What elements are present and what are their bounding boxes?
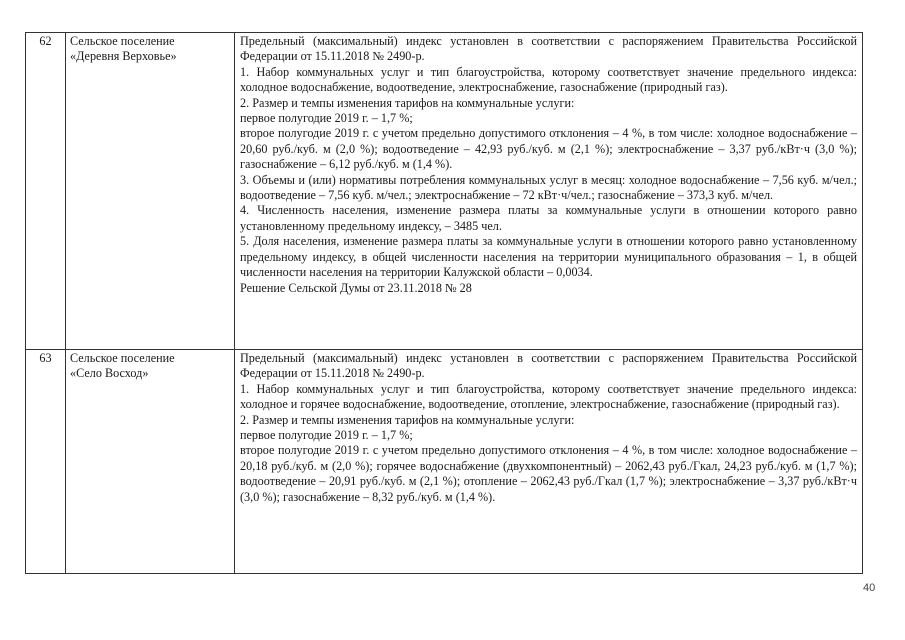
settlement-name [66,350,235,574]
index-description [235,350,863,574]
municipalities-table [25,32,863,574]
paragraph: первое полугодие 2019 г. – 1,7 %; [240,111,413,126]
paragraph: 3. Объемы и (или) нормативы потребления коммунальных услуг в месяц: холодное водоснабжение – 7,56 куб. м/чел.; водоотведение – 7,56 куб. м/чел.; электроснабжение – 72 кВт·ч/чел.; газоснабжение – 373,3 куб. м/чел. [240,172,857,203]
settlement-title: «Деревня Верховье» [70,49,177,64]
table-row [26,33,863,350]
paragraph: 1. Набор коммунальных услуг и тип благоустройства, которому соответствует значение предельного индекса: холодное и горячее водоснабжение, водоотведение, отопление, электроснабжение, газоснабжение (природный газ). [240,381,857,412]
page-number: 40 [863,582,876,594]
paragraph: Предельный (максимальный) индекс установлен в соответствии с распоряжением Правительства Российской Федерации от 15.11.2018 № 2490-р. [240,34,857,64]
settlement-name [66,33,235,350]
settlement-title: «Село Восход» [70,366,149,381]
row-number: 63 [26,350,66,574]
paragraph: Решение Сельской Думы от 23.11.2018 № 28 [240,280,472,295]
paragraph: Предельный (максимальный) индекс установлен в соответствии с распоряжением Правительства Российской Федерации от 15.11.2018 № 2490-р. [240,351,857,381]
paragraph: первое полугодие 2019 г. – 1,7 %; [240,428,413,443]
paragraph: второе полугодие 2019 г. с учетом предельно допустимого отклонения – 4 %, в том числе: холодное водоснабжение – 20,18 руб./куб. м (2,0 %); горячее водоснабжение (двухкомпонентный) – 2062,43 руб./Гкал, 24,23 руб./куб. м (1,7 %); водоотведение – 20,91 руб./куб. м (2,1 %); отопление – 2062,43 руб./Гкал (1,7 %); электроснабжение – 3,37 руб./кВт·ч (3,0 %); газоснабжение – 8,32 руб./куб. м (1,4 %). [240,443,857,504]
paragraph: 2. Размер и темпы изменения тарифов на коммунальные услуги: [240,412,575,427]
paragraph: 5. Доля населения, изменение размера платы за коммунальные услуги в отношении которого равно установленному предельному индексу, в общей численности населения на территории муниципального образования – 1, в общей численности населения на территории Калужской области – 0,0034. [240,234,857,280]
row-number: 62 [26,33,66,350]
table-row [26,350,863,574]
settlement-type: Сельское поселение [70,34,175,48]
settlement-type: Сельское поселение [70,351,175,365]
paragraph: 1. Набор коммунальных услуг и тип благоустройства, которому соответствует значение предельного индекса: холодное водоснабжение, водоотведение, электроснабжение, газоснабжение (природный газ). [240,64,857,95]
paragraph: 4. Численность населения, изменение размера платы за коммунальные услуги в отношении которого равно установленному предельному индексу, – 3485 чел. [240,203,857,233]
paragraph: 2. Размер и темпы изменения тарифов на коммунальные услуги: [240,95,575,110]
index-description [235,33,863,350]
paragraph: второе полугодие 2019 г. с учетом предельно допустимого отклонения – 4 %, в том числе: холодное водоснабжение – 20,60 руб./куб. м (2,0 %); водоотведение – 42,93 руб./куб. м (2,1 %); электроснабжение – 3,37 руб./кВт·ч (3,0 %); газоснабжение – 6,12 руб./куб. м (1,4 %). [240,126,857,172]
